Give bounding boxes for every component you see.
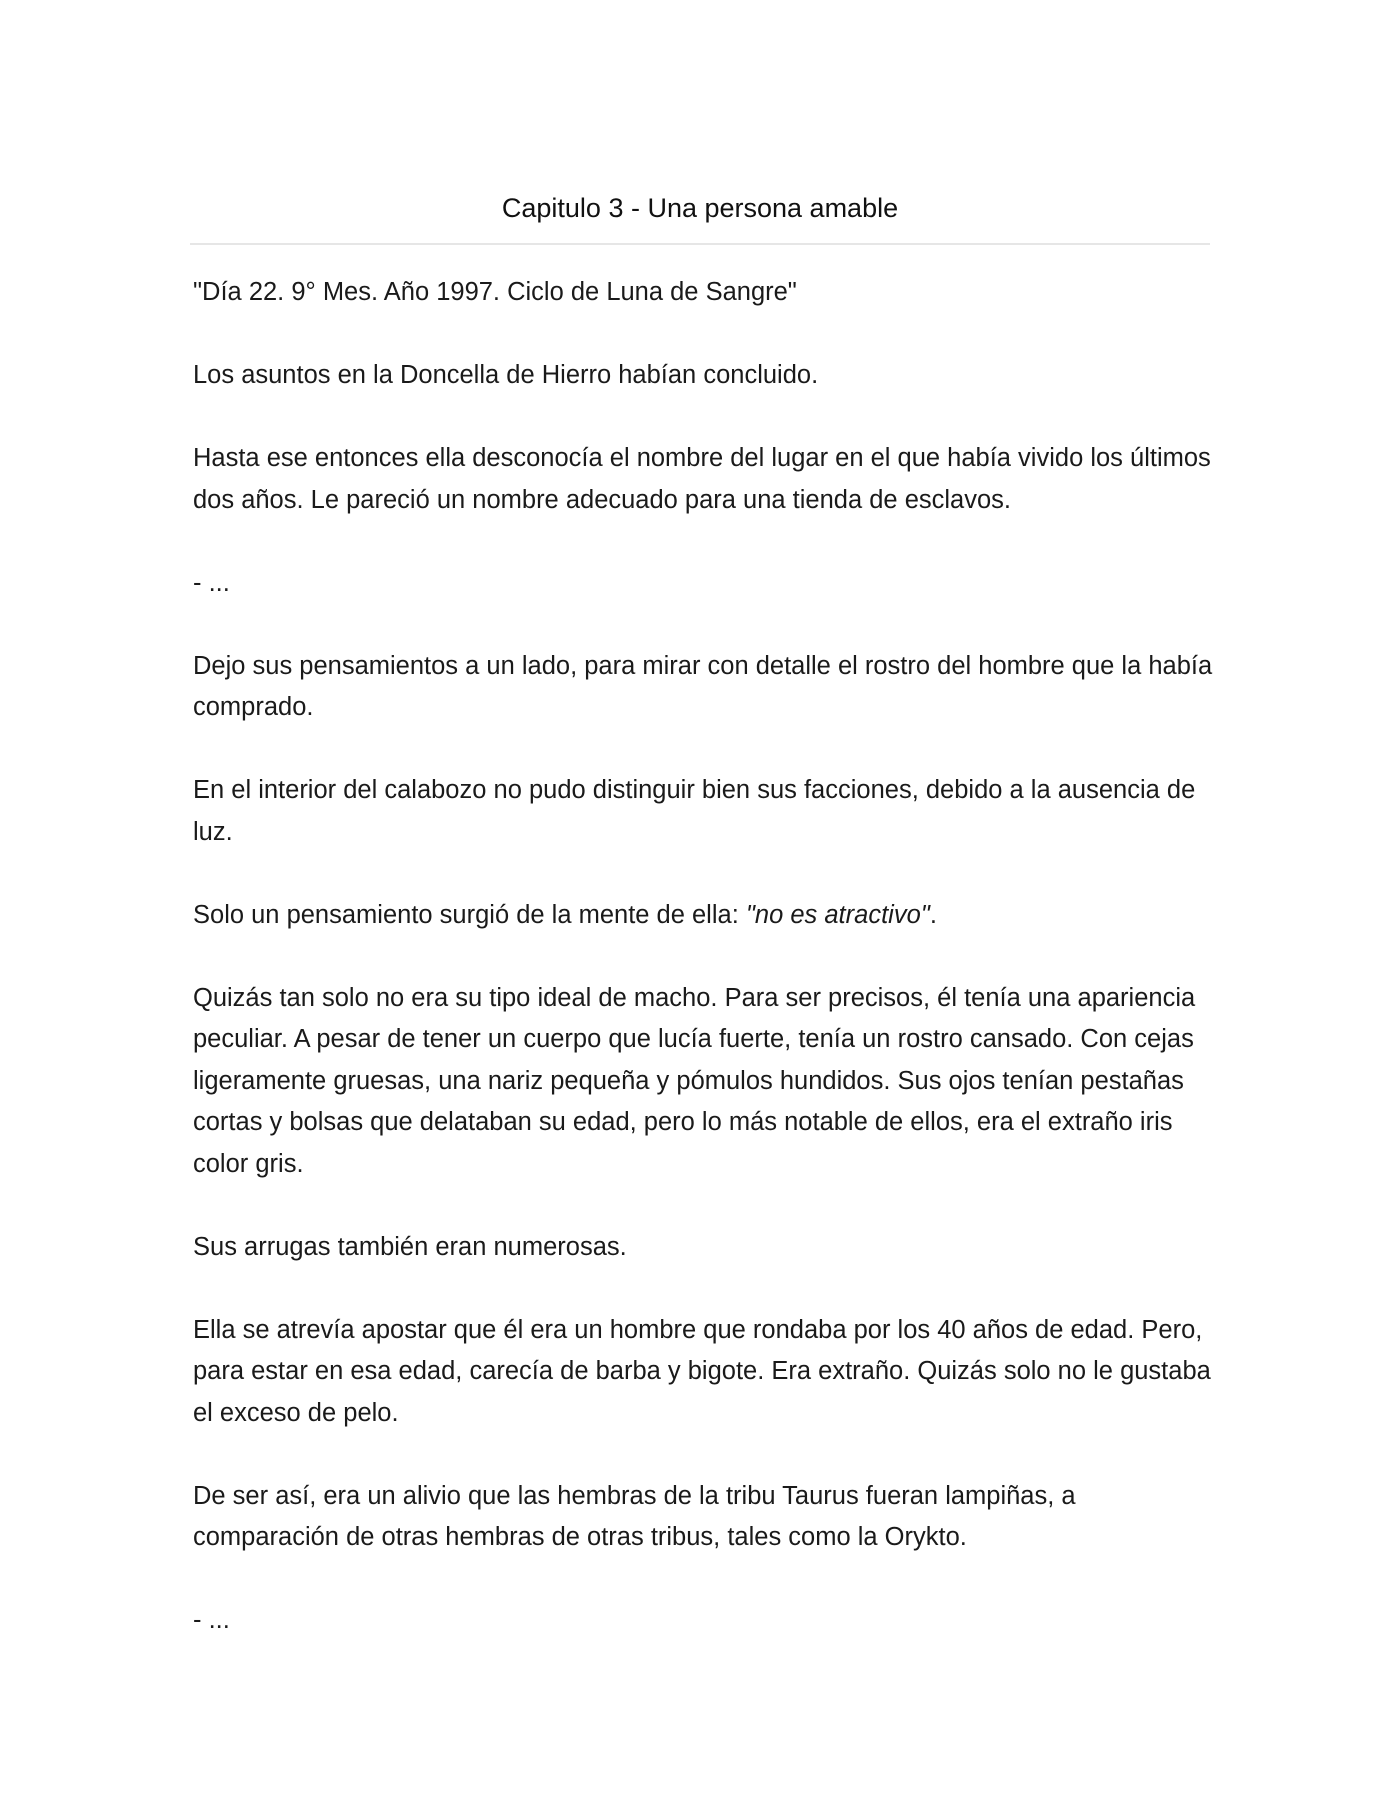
paragraph: Ella se atrevía apostar que él era un hombre que rondaba por los 40 años de edad. Pero, para estar en esa edad, carecía de barba y bigote. Era extraño. Quizás solo no le gustaba el exceso de pelo. <box>193 1315 1211 1427</box>
paragraph: Hasta ese entonces ella desconocía el nombre del lugar en el que había vivido los últimos dos años. Le pareció un nombre adecuado para una tienda de esclavos. <box>193 444 1211 514</box>
paragraph: Sus arrugas también eran numerosas. <box>193 1232 627 1261</box>
paragraph-ellipsis: - ... <box>193 568 230 597</box>
paragraph-text: . <box>929 900 937 929</box>
emphasized-quote: "no es atractivo" <box>745 900 930 929</box>
paragraph: Quizás tan solo no era su tipo ideal de macho. Para ser precisos, él tenía una apariencia peculiar. A pesar de tener un cuerpo que lucía fuerte, tenía un rostro cansado. Con cejas ligeramente gruesas, una nariz pequeña y pómulos hundidos. Sus ojos tenían pestañas cortas y bolsas que delataban su edad, pero lo más notable de ellos, era el extraño iris color gris. <box>193 983 1196 1178</box>
paragraph-date-heading: "Día 22. 9° Mes. Año 1997. Ciclo de Luna de Sangre" <box>193 278 797 306</box>
paragraph-text: Solo un pensamiento surgió de la mente de ella: <box>193 900 746 929</box>
title-divider <box>190 243 1210 245</box>
paragraph: En el interior del calabozo no pudo distinguir bien sus facciones, debido a la ausencia de luz. <box>193 776 1196 846</box>
paragraph-ellipsis: - ... <box>193 1606 230 1634</box>
paragraph: Dejo sus pensamientos a un lado, para mirar con detalle el rostro del hombre que la había comprado. <box>193 651 1213 721</box>
chapter-body <box>193 272 1218 1683</box>
paragraph: Los asuntos en la Doncella de Hierro habían concluido. <box>193 361 819 389</box>
paragraph: De ser así, era un alivio que las hembras de la tribu Taurus fueran lampiñas, a comparación de otras hembras de otras tribus, tales como la Orykto. <box>193 1481 1076 1551</box>
paragraph-with-emphasis <box>193 895 1218 937</box>
chapter-title: Capitulo 3 - Una persona amable <box>501 193 899 223</box>
